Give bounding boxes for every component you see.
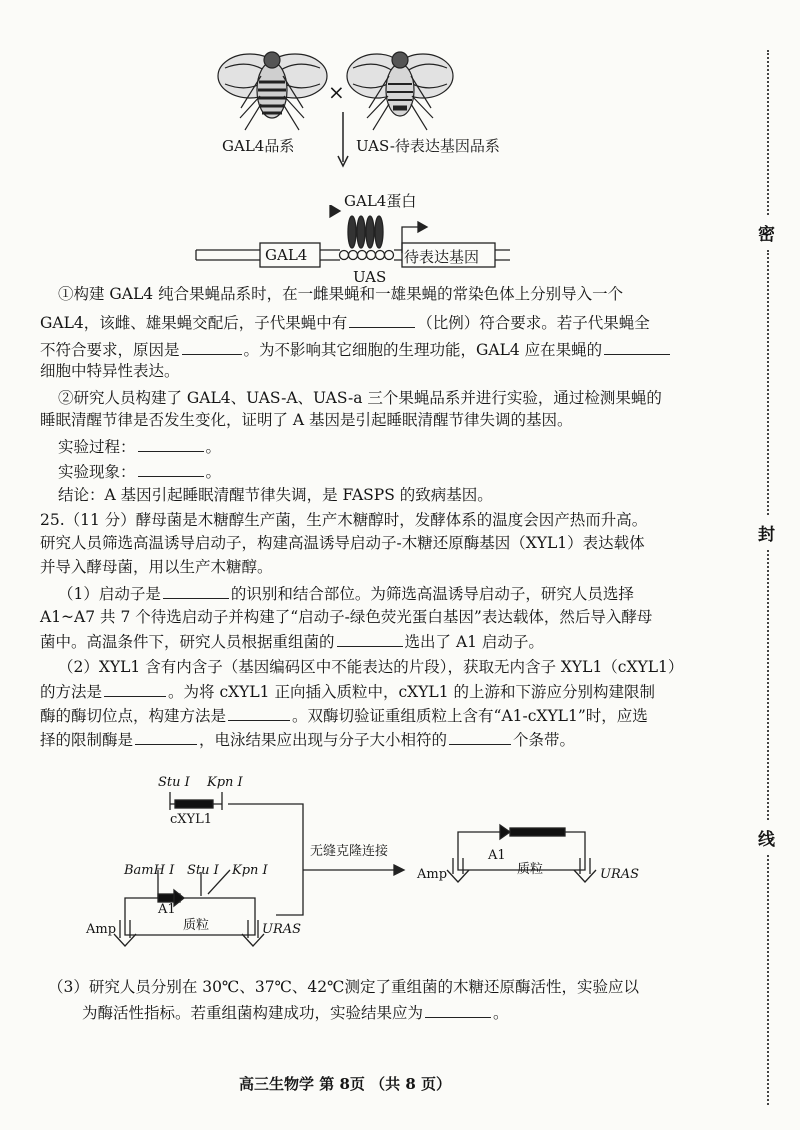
q25-part2-line-3: 酶的酶切位点，构建方法是 。双酶切验证重组质粒上含有“A1-cXYL1”时，应选	[40, 707, 648, 725]
q1-paragraph-1-line-3: 不符合要求，原因是 。为不影响其它细胞的生理功能，GAL4 应在果蝇的	[40, 340, 690, 360]
cell-type-answer-blank[interactable]	[604, 340, 670, 355]
conclusion-line: 结论：A 基因引起睡眠清醒节律失调，是 FASPS 的致病基因。	[58, 486, 493, 504]
q25-header: 25.（11 分）酵母菌是木糖醇生产菌，生产木糖醇时，发酵体系的温度会因产热而升高。	[40, 511, 648, 529]
bamh-site-label: BamH Ⅰ	[124, 863, 175, 878]
margin-char-feng: 封	[758, 525, 775, 545]
plasmid-label-left: 质粒	[183, 918, 210, 933]
cxyl1-method-blank[interactable]	[104, 682, 166, 697]
a1-label-right: A1	[488, 848, 506, 863]
target-gene-label: 待表达基因	[404, 248, 480, 266]
q25-part1-line-1: （1）启动子是 的识别和结合部位。为筛选高温诱导启动子，研究人员选择	[58, 585, 634, 603]
uras-label-left: URAS	[262, 922, 302, 937]
fly-right-illustration	[345, 44, 455, 136]
uas-line-label: UAS-待表达基因品系	[356, 137, 500, 155]
q25-part1-line-2: A1~A7 共 7 个待选启动子并构建了“启动子-绿色荧光蛋白基因”表达载体，然后导入酵母	[40, 608, 653, 626]
experiment-phenomenon-blank[interactable]	[138, 462, 204, 477]
amp-label-right: Amp	[417, 867, 448, 882]
seamless-cloning-label: 无缝克隆连接	[310, 844, 389, 859]
construction-method-blank[interactable]	[228, 706, 290, 721]
cloning-diagram	[80, 770, 660, 950]
cxyl1-label: cXYL1	[170, 812, 213, 827]
seal-line-bottom	[767, 855, 769, 1105]
q1-paragraph-2-line-2: 睡眠清醒节律是否发生变化，证明了 A 基因是引起睡眠清醒节律失调的基因。	[40, 411, 573, 429]
margin-char-mi: 密	[758, 225, 775, 245]
result-answer-blank[interactable]	[425, 1003, 491, 1018]
q25-line-2: 研究人员筛选高温诱导启动子，构建高温诱导启动子-木糖还原酶基因（XYL1）表达载体	[40, 534, 645, 552]
restriction-enzyme-blank[interactable]	[135, 730, 197, 745]
gal4-gene-box-label: GAL4	[265, 246, 308, 264]
kpn-site-label-plasmid: Kpn Ⅰ	[232, 863, 268, 878]
margin-char-xian: 线	[758, 830, 775, 850]
uras-label-right: URAS	[600, 867, 640, 882]
promoter-binding-blank[interactable]	[163, 584, 229, 599]
seal-line-middle-2	[767, 550, 769, 820]
experiment-phenomenon-line: 实验现象： 。	[58, 463, 222, 481]
stu-site-label-top: Stu Ⅰ	[158, 775, 190, 790]
band-count-blank[interactable]	[449, 730, 511, 745]
q25-part2-line-4: 择的限制酶是 ，电泳结果应出现与分子大小相符的 个条带。	[40, 731, 576, 749]
q25-part3-line-1: （3）研究人员分别在 30℃、37℃、42℃测定了重组菌的木糖还原酶活性，实验应以	[48, 978, 639, 996]
experiment-process-line: 实验过程： 。	[58, 438, 222, 456]
q25-part2-line-2: 的方法是 。为将 cXYL1 正向插入质粒中，cXYL1 的上游和下游应分别构建限制	[40, 683, 656, 701]
uas-label: UAS	[353, 268, 387, 286]
cross-symbol: ×	[328, 80, 345, 104]
selection-criterion-blank[interactable]	[337, 632, 403, 647]
page-footer: 高三生物学 第 8页 （共 8 页）	[239, 1075, 451, 1093]
amp-label-left: Amp	[86, 922, 117, 937]
gal4-line-label: GAL4品系	[222, 137, 295, 155]
seal-line-middle-1	[767, 250, 769, 515]
kpn-site-label-top: Kpn Ⅰ	[207, 775, 243, 790]
stu-site-label-plasmid: Stu Ⅰ	[187, 863, 219, 878]
q1-paragraph-1-line-1: ①构建 GAL4 纯合果蝇品系时，在一雌果蝇和一雄果蝇的常染色体上分别导入一个	[58, 285, 624, 303]
ratio-answer-blank[interactable]	[349, 313, 415, 328]
q25-line-3: 并导入酵母菌，用以生产木糖醇。	[40, 558, 273, 576]
q25-part3-line-2: 为酶活性指标。若重组菌构建成功，实验结果应为 。	[82, 1004, 509, 1022]
q25-part1-line-3: 菌中。高温条件下，研究人员根据重组菌的 选出了 A1 启动子。	[40, 633, 544, 651]
q25-part2-line-1: （2）XYL1 含有内含子（基因编码区中不能表达的片段），获取无内含子 XYL1（cXYL1）	[58, 658, 684, 676]
fly-left-illustration	[215, 46, 330, 136]
q1-paragraph-1-line-2: GAL4，该雌、雄果蝇交配后，子代果蝇中有 （比例）符合要求。若子代果蝇全	[40, 314, 650, 332]
experiment-process-blank[interactable]	[138, 437, 204, 452]
seal-line-top	[767, 50, 769, 215]
plasmid-label-right: 质粒	[517, 862, 544, 877]
q1-paragraph-2-line-1: ②研究人员构建了 GAL4、UAS-A、UAS-a 三个果蝇品系并进行实验，通过检测果蝇的	[58, 389, 662, 407]
reason-answer-blank[interactable]	[182, 340, 242, 355]
q1-paragraph-1-line-4: 细胞中特异性表达。	[40, 362, 180, 380]
cross-down-arrow	[336, 112, 350, 168]
gal4-protein-label: GAL4蛋白	[344, 192, 417, 210]
a1-label-left: A1	[158, 902, 176, 917]
